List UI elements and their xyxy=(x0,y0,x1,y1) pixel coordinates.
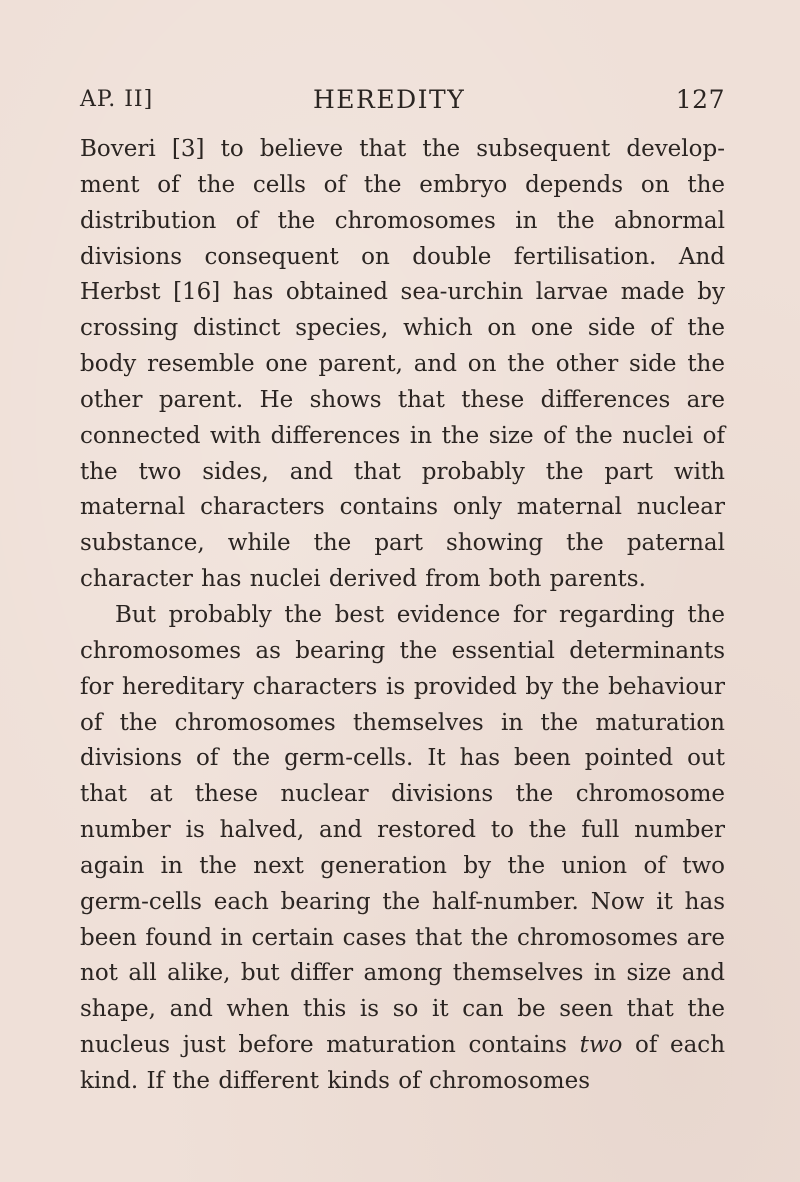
paragraph-text-before-emphasis: But probably the best evidence for regarding the chromosomes as bearing the essential determinants for hereditary characters is provided by the behaviour of the chromosomes themselves in the maturation divisions of the germ-cells. It has been pointed out that at these nuclear divisions the chromosome number is halved, and restored to the full number again in the next generation by the union of two germ-cells each bearing the half-number. Now it has been found in certain cases that the chromosomes are not all alike, but differ among themselves in size and shape, and when this is so it can be seen that the nucleus just before maturation contains xyxy=(80,601,725,1059)
running-title: HEREDITY xyxy=(313,85,466,114)
chapter-label: AP. II] xyxy=(80,87,154,112)
emphasized-word: two xyxy=(579,1032,623,1059)
page-number: 127 xyxy=(675,85,725,114)
paragraph-text: Boveri [3] to believe that the subsequent develop-ment of the cells of the embryo depends on the distribution of the chromosomes in the abnormal divisions consequent on double fertilisation. And Herbst [16] has obtained sea-urchin larvae made by crossing distinct species, which on one side of the body resemble one parent, and on the other side the other parent. He shows that these differences are connected with differences in the size of the nuclei of the two sides, and that probably the part with maternal characters contains only maternal nuclear substance, while the part showing the paternal character has nuclei derived from both parents. xyxy=(80,136,725,593)
paragraph xyxy=(80,598,725,1100)
paragraph-continued xyxy=(80,132,725,598)
body-text xyxy=(80,132,725,1100)
paragraph-text-after-emphasis: of each kind. If the different kinds of chromosomes xyxy=(80,1032,726,1094)
running-header xyxy=(80,80,725,120)
